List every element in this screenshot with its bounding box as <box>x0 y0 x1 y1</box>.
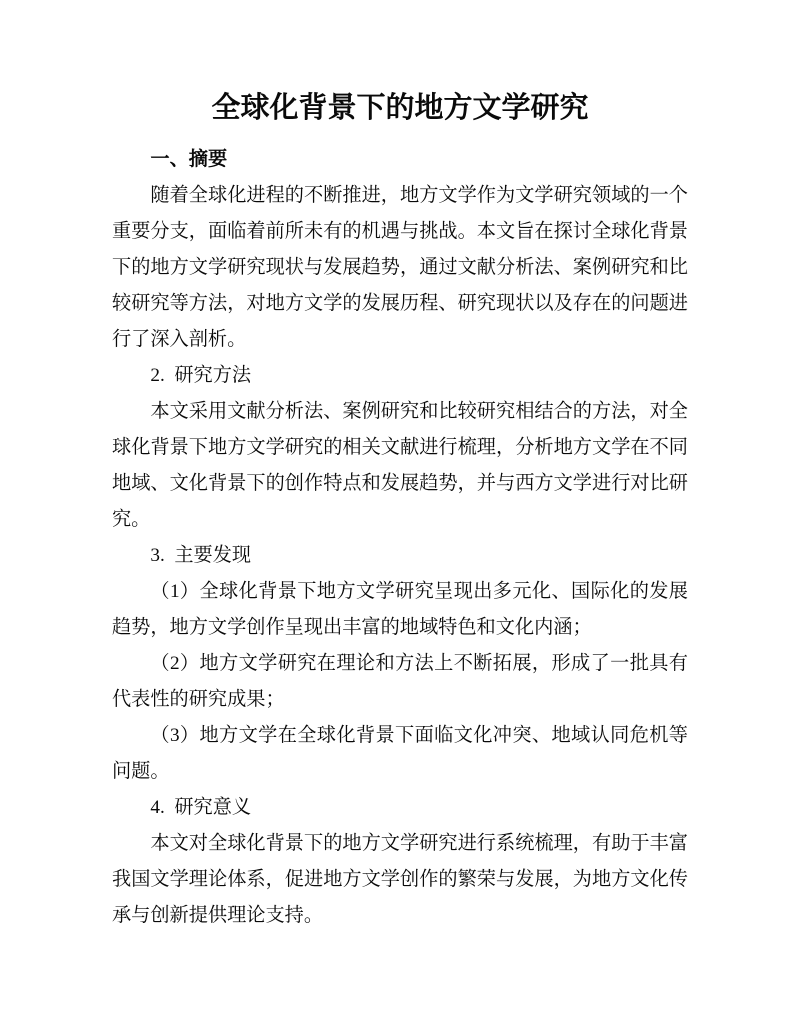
paragraph-abstract-body: 随着全球化进程的不断推进，地方文学作为文学研究领域的一个重要分支，面临着前所未有的机遇与挑战。本文旨在探讨全球化背景下的地方文学研究现状与发展趋势，通过文献分析法、案例研究和比较研究等方法，对地方文学的发展历程、研究现状以及存在的问题进行了深入剖析。 <box>112 185 688 350</box>
section-heading-research-significance: 4. 研究意义 <box>150 797 252 818</box>
paragraph-finding-1: （1）全球化背景下地方文学研究呈现出多元化、国际化的发展趋势，地方文学创作呈现出丰富的地域特色和文化内涵； <box>112 581 688 638</box>
section-heading-main-findings: 3. 主要发现 <box>150 545 252 566</box>
paragraph-finding-3: （3）地方文学在全球化背景下面临文化冲突、地域认同危机等问题。 <box>112 725 688 782</box>
paragraph-research-methods-body: 本文采用文献分析法、案例研究和比较研究相结合的方法，对全球化背景下地方文学研究的相关文献进行梳理，分析地方文学在不同地域、文化背景下的创作特点和发展趋势，并与西方文学进行对比研究。 <box>112 401 688 530</box>
paragraph-research-significance-body: 本文对全球化背景下的地方文学研究进行系统梳理，有助于丰富我国文学理论体系，促进地方文学创作的繁荣与发展，为地方文化传承与创新提供理论支持。 <box>112 833 688 926</box>
section-heading-research-methods: 2. 研究方法 <box>150 365 252 386</box>
paragraph-finding-2: （2）地方文学研究在理论和方法上不断拓展，形成了一批具有代表性的研究成果； <box>112 653 688 710</box>
section-heading-abstract: 一、摘要 <box>150 149 228 170</box>
document-title: 全球化背景下的地方文学研究 <box>211 92 589 124</box>
